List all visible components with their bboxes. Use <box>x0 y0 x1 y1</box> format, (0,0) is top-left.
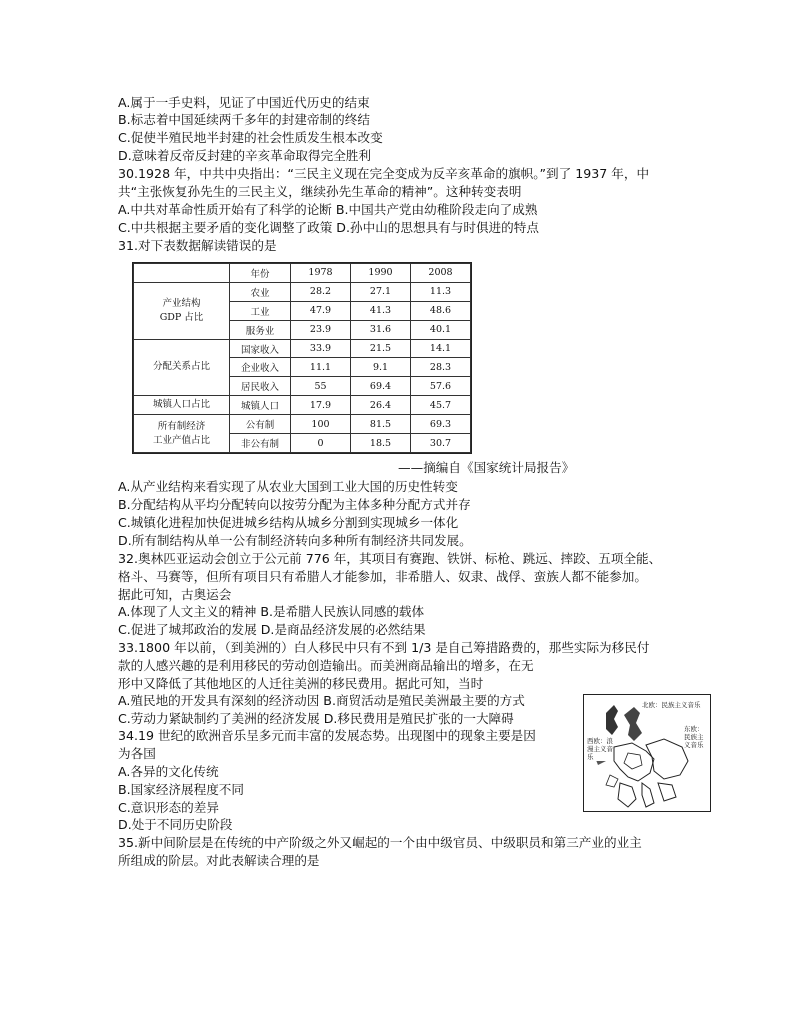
option-29a: A.属于一手史料，见证了中国近代历史的结束 <box>118 95 370 110</box>
option-31d: D.所有制结构从单一公有制经济转向多种所有制经济共同发展。 <box>118 533 472 548</box>
question-33-line1: 33.1800 年以前，（到美洲的）白人移民中只有不到 1/3 是自己筹措路费的，那些实际为移民付 <box>118 640 650 655</box>
table-item: 企业收入 <box>230 358 291 377</box>
question-34-line2: 为各国 <box>118 746 156 761</box>
map-label-north: 北欧：民族主义音乐 <box>642 701 701 709</box>
table-cell: 9.1 <box>351 358 411 377</box>
option-31a: A.从产业结构来看实现了从农业大国到工业大国的历史性转变 <box>118 479 458 494</box>
table-row <box>134 282 471 301</box>
option-30cd: C.中共根据主要矛盾的变化调整了政策 D.孙中山的思想具有与时俱进的特点 <box>118 220 539 235</box>
table-cell: 17.9 <box>291 396 351 415</box>
table-cell: 69.3 <box>411 415 471 434</box>
option-30ab: A.中共对革命性质开始有了科学的论断 B.中国共产党由幼稚阶段走向了成熟 <box>118 202 538 217</box>
question-34-line1: 34.19 世纪的欧洲音乐呈多元而丰富的发展态势。出现图中的现象主要是因 <box>118 728 536 743</box>
table-cell: 33.9 <box>291 339 351 358</box>
question-32-line2: 格斗、马赛等，但所有项目只有希腊人才能参加，非希腊人、奴隶、战俘、蛮族人都不能参加。 <box>118 569 647 584</box>
question-33-line2: 款的人感兴趣的是利用移民的劳动创造输出。而美洲商品输出的增多，在无 <box>118 658 534 673</box>
table-cell: 23.9 <box>291 320 351 339</box>
table-row <box>134 339 471 358</box>
option-29b: B.标志着中国延续两千多年的封建帝制的终结 <box>118 112 370 127</box>
table-row <box>134 396 471 415</box>
table-cell: 45.7 <box>411 396 471 415</box>
option-33ab: A.殖民地的开发具有深刻的经济动因 B.商贸活动是殖民美洲最主要的方式 <box>118 693 525 708</box>
option-34a: A.各异的文化传统 <box>118 764 219 779</box>
table-row <box>134 415 471 434</box>
table-cell: 31.6 <box>351 320 411 339</box>
table-cell: 28.3 <box>411 358 471 377</box>
table-item: 城镇人口 <box>230 396 291 415</box>
table-cell: 18.5 <box>351 434 411 453</box>
map-label-west: 西欧：浪漫主义音乐 <box>587 737 613 761</box>
table-cell: 11.1 <box>291 358 351 377</box>
table-cell: 21.5 <box>351 339 411 358</box>
table-category: 所有制经济 工业产值占比 <box>134 415 230 453</box>
question-33-line3: 形中又降低了其他地区的人迁往美洲的移民费用。据此可知，当时 <box>118 676 484 691</box>
table-cell: 48.6 <box>411 301 471 320</box>
table-cell: 81.5 <box>351 415 411 434</box>
table-category: 城镇人口占比 <box>134 396 230 415</box>
table-cell: 47.9 <box>291 301 351 320</box>
question-31: 31.对下表数据解读错误的是 <box>118 238 277 253</box>
option-34d: D.处于不同历史阶段 <box>118 817 233 832</box>
option-33cd: C.劳动力紧缺制约了美洲的经济发展 D.移民费用是殖民扩张的一大障碍 <box>118 711 514 726</box>
question-30-line2: 共“主张恢复孙先生的三民主义，继续孙先生革命的精神”。这种转变表明 <box>118 184 522 199</box>
table-header-cell: 2008 <box>411 264 471 283</box>
table-cell: 55 <box>291 377 351 396</box>
option-32ab: A.体现了人文主义的精神 B.是希腊人民族认同感的载体 <box>118 604 425 619</box>
table-cell: 100 <box>291 415 351 434</box>
table-item: 工业 <box>230 301 291 320</box>
table-item: 服务业 <box>230 320 291 339</box>
table-cell: 27.1 <box>351 282 411 301</box>
option-29c: C.促使半殖民地半封建的社会性质发生根本改变 <box>118 130 383 145</box>
option-31c: C.城镇化进程加快促进城乡结构从城乡分割到实现城乡一体化 <box>118 515 459 530</box>
table-cell: 41.3 <box>351 301 411 320</box>
table-cell: 26.4 <box>351 396 411 415</box>
question-32-line1: 32.奥林匹亚运动会创立于公元前 776 年，其项目有赛跑、铁饼、标枪、跳远、摔跤、五项全能、 <box>118 551 662 566</box>
table-header-row <box>134 264 471 283</box>
table-cell: 30.7 <box>411 434 471 453</box>
map-label-east: 东欧：民族主义音乐 <box>684 725 708 749</box>
table-item: 公有制 <box>230 415 291 434</box>
europe-music-map <box>583 694 711 812</box>
table-cell: 0 <box>291 434 351 453</box>
table-item: 居民收入 <box>230 377 291 396</box>
table-cell: 40.1 <box>411 320 471 339</box>
option-31b: B.分配结构从平均分配转向以按劳分配为主体多种分配方式并存 <box>118 497 471 512</box>
table-item: 农业 <box>230 282 291 301</box>
option-34c: C.意识形态的差异 <box>118 800 219 815</box>
table-item: 非公有制 <box>230 434 291 453</box>
table-cell: 28.2 <box>291 282 351 301</box>
table-cell: 14.1 <box>411 339 471 358</box>
table-source: ——摘编自《国家统计局报告》 <box>398 460 575 475</box>
table-header-cell: 年份 <box>230 264 291 283</box>
question-32-line3: 据此可知，古奥运会 <box>118 587 232 602</box>
table-cell: 57.6 <box>411 377 471 396</box>
table-cell: 11.3 <box>411 282 471 301</box>
table-header-cell: 1990 <box>351 264 411 283</box>
question-35-line2: 所组成的阶层。对此表解读合理的是 <box>118 853 320 868</box>
option-34b: B.国家经济展程度不同 <box>118 782 244 797</box>
option-29d: D.意味着反帝反封建的辛亥革命取得完全胜利 <box>118 148 371 163</box>
table-header-cell: 1978 <box>291 264 351 283</box>
table-cell: 69.4 <box>351 377 411 396</box>
table-category: 分配关系占比 <box>134 339 230 396</box>
option-32cd: C.促进了城邦政治的发展 D.是商品经济发展的必然结果 <box>118 622 426 637</box>
question-30-line1: 30.1928 年，中共中央指出：“三民主义现在完全变成为反辛亥革命的旗帜。”到了 1937 年，中 <box>118 166 650 181</box>
table-category: 产业结构 GDP 占比 <box>134 282 230 339</box>
table-item: 国家收入 <box>230 339 291 358</box>
question-35-line1: 35.新中间阶层是在传统的中产阶级之外又崛起的一个由中级官员、中级职员和第三产业的业主 <box>118 835 642 850</box>
statistics-table <box>132 262 472 454</box>
